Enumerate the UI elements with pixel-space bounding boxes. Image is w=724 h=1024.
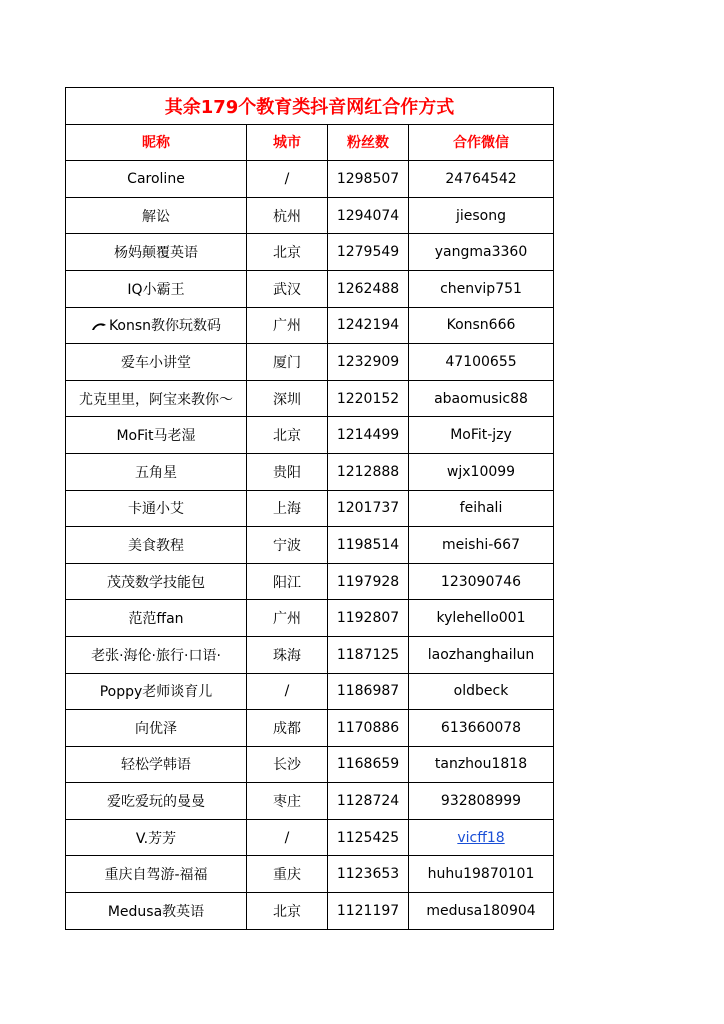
cell-city: 贵阳 bbox=[247, 453, 328, 490]
table-row bbox=[66, 636, 554, 673]
cell-city: 杭州 bbox=[247, 197, 328, 234]
cell-nickname bbox=[66, 234, 247, 271]
nickname-text: 卡通小艾 bbox=[128, 501, 184, 518]
cell-city: 成都 bbox=[247, 710, 328, 747]
nickname-text: Konsn教你玩数码 bbox=[108, 318, 222, 335]
cell-fans: 1294074 bbox=[328, 197, 409, 234]
cell-city: 深圳 bbox=[247, 380, 328, 417]
table-row bbox=[66, 344, 554, 381]
cell-city: / bbox=[247, 161, 328, 198]
cell-wechat: wjx10099 bbox=[409, 453, 554, 490]
cell-wechat: 123090746 bbox=[409, 563, 554, 600]
cell-wechat: oldbeck bbox=[409, 673, 554, 710]
cell-city: 珠海 bbox=[247, 636, 328, 673]
nickname-text: 向优泽 bbox=[135, 720, 177, 737]
nickname-text: 杨妈颠覆英语 bbox=[114, 245, 198, 262]
cell-wechat: 613660078 bbox=[409, 710, 554, 747]
cell-city: 枣庄 bbox=[247, 783, 328, 820]
cell-nickname bbox=[66, 490, 247, 527]
table-row bbox=[66, 197, 554, 234]
cell-nickname bbox=[66, 673, 247, 710]
cell-wechat: laozhanghailun bbox=[409, 636, 554, 673]
table-row bbox=[66, 746, 554, 783]
nickname-text: Poppy老师谈育儿 bbox=[99, 684, 213, 701]
nickname-text: IQ小霸王 bbox=[127, 281, 185, 298]
nickname-text: 五角星 bbox=[135, 464, 177, 481]
cell-city: 重庆 bbox=[247, 856, 328, 893]
nickname-text: 重庆自驾游-福福 bbox=[104, 867, 208, 884]
cell-wechat: huhu19870101 bbox=[409, 856, 554, 893]
nickname-text: 老张·海伦·旅行·口语· bbox=[91, 647, 221, 664]
table-row bbox=[66, 417, 554, 454]
cell-city: 武汉 bbox=[247, 270, 328, 307]
cell-wechat: Konsn666 bbox=[409, 307, 554, 344]
cell-fans: 1242194 bbox=[328, 307, 409, 344]
cell-wechat: MoFit-jzy bbox=[409, 417, 554, 454]
cell-nickname bbox=[66, 344, 247, 381]
cell-nickname bbox=[66, 161, 247, 198]
cell-city: 宁波 bbox=[247, 527, 328, 564]
cell-city: 北京 bbox=[247, 893, 328, 930]
cell-wechat: kylehello001 bbox=[409, 600, 554, 637]
cell-fans: 1198514 bbox=[328, 527, 409, 564]
cell-nickname bbox=[66, 380, 247, 417]
cell-nickname bbox=[66, 563, 247, 600]
cell-wechat: 932808999 bbox=[409, 783, 554, 820]
cell-nickname bbox=[66, 783, 247, 820]
cell-nickname bbox=[66, 197, 247, 234]
nickname-text: 美食教程 bbox=[128, 537, 184, 554]
cell-fans: 1279549 bbox=[328, 234, 409, 271]
table-row bbox=[66, 673, 554, 710]
cell-city: 长沙 bbox=[247, 746, 328, 783]
nickname-text: 爱车小讲堂 bbox=[121, 354, 191, 371]
nickname-text: Medusa教英语 bbox=[107, 903, 205, 920]
cell-fans: 1197928 bbox=[328, 563, 409, 600]
cell-wechat bbox=[409, 819, 554, 856]
table-row bbox=[66, 893, 554, 930]
table-row bbox=[66, 819, 554, 856]
table-row bbox=[66, 307, 554, 344]
cell-wechat: chenvip751 bbox=[409, 270, 554, 307]
table-row bbox=[66, 234, 554, 271]
cell-city: 阳江 bbox=[247, 563, 328, 600]
title-row bbox=[66, 88, 554, 125]
cell-fans: 1212888 bbox=[328, 453, 409, 490]
table-row bbox=[66, 490, 554, 527]
cell-fans: 1214499 bbox=[328, 417, 409, 454]
cell-wechat: medusa180904 bbox=[409, 893, 554, 930]
nickname-text: V.芳芳 bbox=[135, 830, 177, 847]
table-row bbox=[66, 527, 554, 564]
nickname-text: 解讼 bbox=[142, 208, 170, 225]
cell-nickname bbox=[66, 893, 247, 930]
cell-fans: 1121197 bbox=[328, 893, 409, 930]
sheet-title: 其余179个教育类抖音网红合作方式 bbox=[66, 88, 554, 125]
cell-wechat: tanzhou1818 bbox=[409, 746, 554, 783]
cell-city: 北京 bbox=[247, 234, 328, 271]
cell-wechat: meishi-667 bbox=[409, 527, 554, 564]
cell-fans: 1262488 bbox=[328, 270, 409, 307]
cell-city: 广州 bbox=[247, 600, 328, 637]
cell-city: / bbox=[247, 673, 328, 710]
cell-fans: 1232909 bbox=[328, 344, 409, 381]
nickname-text: 轻松学韩语 bbox=[121, 757, 191, 774]
cell-wechat: feihali bbox=[409, 490, 554, 527]
table-row bbox=[66, 380, 554, 417]
table-row bbox=[66, 270, 554, 307]
header-row bbox=[66, 124, 554, 161]
cell-wechat: yangma3360 bbox=[409, 234, 554, 271]
influencer-table bbox=[65, 87, 554, 930]
swoosh-icon bbox=[91, 321, 107, 331]
cell-nickname bbox=[66, 417, 247, 454]
cell-city: / bbox=[247, 819, 328, 856]
table-row bbox=[66, 563, 554, 600]
cell-nickname bbox=[66, 710, 247, 747]
cell-nickname bbox=[66, 453, 247, 490]
header-city: 城市 bbox=[247, 124, 328, 161]
table-row bbox=[66, 710, 554, 747]
nickname-text: MoFit马老湿 bbox=[116, 428, 196, 445]
cell-city: 广州 bbox=[247, 307, 328, 344]
cell-fans: 1170886 bbox=[328, 710, 409, 747]
cell-nickname bbox=[66, 270, 247, 307]
cell-wechat: 24764542 bbox=[409, 161, 554, 198]
cell-nickname bbox=[66, 600, 247, 637]
header-wechat: 合作微信 bbox=[409, 124, 554, 161]
cell-fans: 1125425 bbox=[328, 819, 409, 856]
cell-fans: 1187125 bbox=[328, 636, 409, 673]
nickname-text: 爱吃爱玩的曼曼 bbox=[107, 794, 205, 811]
cell-nickname bbox=[66, 307, 247, 344]
wechat-link[interactable]: vicff18 bbox=[457, 829, 505, 846]
header-fans: 粉丝数 bbox=[328, 124, 409, 161]
table-row bbox=[66, 453, 554, 490]
cell-nickname bbox=[66, 856, 247, 893]
header-nickname: 昵称 bbox=[66, 124, 247, 161]
table-row bbox=[66, 783, 554, 820]
cell-wechat: jiesong bbox=[409, 197, 554, 234]
cell-city: 北京 bbox=[247, 417, 328, 454]
cell-fans: 1201737 bbox=[328, 490, 409, 527]
cell-fans: 1220152 bbox=[328, 380, 409, 417]
cell-nickname bbox=[66, 819, 247, 856]
nickname-text: 范范ffan bbox=[128, 611, 184, 628]
cell-nickname bbox=[66, 636, 247, 673]
cell-wechat: 47100655 bbox=[409, 344, 554, 381]
nickname-text: 尤克里里，阿宝来教你～ bbox=[79, 391, 233, 408]
cell-fans: 1128724 bbox=[328, 783, 409, 820]
cell-wechat: abaomusic88 bbox=[409, 380, 554, 417]
cell-city: 厦门 bbox=[247, 344, 328, 381]
cell-fans: 1192807 bbox=[328, 600, 409, 637]
cell-fans: 1168659 bbox=[328, 746, 409, 783]
cell-city: 上海 bbox=[247, 490, 328, 527]
cell-nickname bbox=[66, 746, 247, 783]
table-row bbox=[66, 161, 554, 198]
nickname-text: 茂茂数学技能包 bbox=[107, 574, 205, 591]
cell-fans: 1186987 bbox=[328, 673, 409, 710]
cell-fans: 1123653 bbox=[328, 856, 409, 893]
table-row bbox=[66, 856, 554, 893]
cell-nickname bbox=[66, 527, 247, 564]
cell-fans: 1298507 bbox=[328, 161, 409, 198]
table-body bbox=[66, 88, 554, 930]
table-row bbox=[66, 600, 554, 637]
nickname-text: Caroline bbox=[127, 170, 185, 187]
